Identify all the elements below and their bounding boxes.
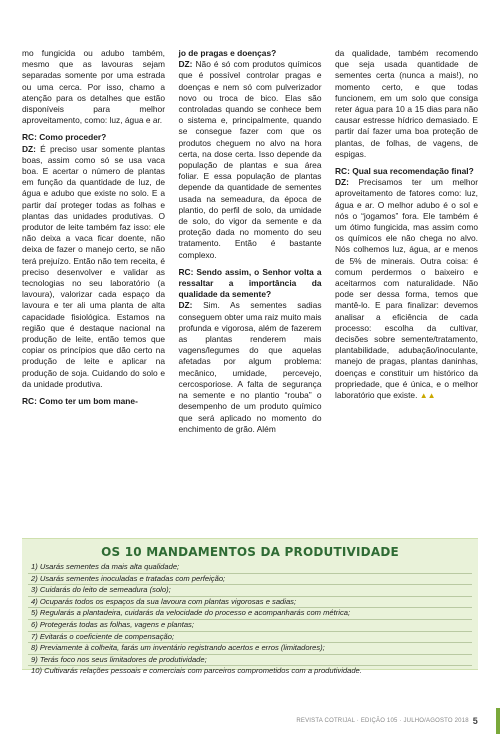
commandment-item: 7) Evitarás o coeficiente de compensação; <box>28 632 472 644</box>
column-2 <box>179 48 322 538</box>
question-heading: RC: Como ter um bom mane- <box>22 396 138 407</box>
publication-info: REVISTA COTRIJAL · EDIÇÃO 105 · JULHO/AGOSTO 2018 <box>296 718 469 724</box>
answer-text: É preciso usar somente plantas boas, assim como só se usa vaca boa. E acertar o número de plantas em função da quantidade de luz, de água e adubo que existe no solo. E a partir daí proteger todas as folhas e plantas das unidades produtivas. O produtor de leite também faz isso: ele não deixa a vaca ficar doente, não deixa de fazer o manejo certo, se não terá prejuízo. Então não tem receita, é preciso desenvolver e validar as tecnologias no seu laboratório (a lavoura), valorizar cada espaço da lavoura e ter ali uma planta de alta capacidade fisiológica. Estamos na região que é destaque nacional na produção de leite, então temos que copiar os princípios que dão certo na produção de leite e aplicar na produção de soja. Cuidando do solo e da unidade produtiva. <box>22 143 166 389</box>
commandment-item: 5) Regularás a plantadeira, cuidarás da velocidade do processo e acompanharás com métrica; <box>28 608 472 620</box>
page-corner-accent <box>496 708 500 734</box>
speaker-label: DZ: <box>22 143 36 154</box>
commandment-item: 8) Previamente à colheita, farás um inventário registrando acertos e erros (limitadores); <box>28 643 472 655</box>
answer-text: Sim. As sementes sadias conseguem obter uma raiz muito mais profunda e vigorosa, além de fazerem as plantas renderem mais vagens/legumes do que aquelas afetadas por algum problema: mecânico, umidade, percevejo, cercosporiose. A falta de segurança na semente e no plantio “rouba” o desempenho de um produto químico que será aplicado no momento do enchimento de grão. Além <box>178 300 322 434</box>
question-heading: RC: Sendo assim, o Senhor volta a ressaltar a importância da qualidade da semente? <box>178 266 322 300</box>
end-of-article-icon: ▲▲ <box>419 391 436 401</box>
paragraph: mo fungicida ou adubo também, mesmo que as lavouras sejam separadas somente por uma estrada ou uma cerca. Por isso, chamo a atenção para os detalhes que estão disponíveis para melhor aproveitamento, como: luz, água e ar. <box>22 48 165 126</box>
commandment-item: 4) Ocuparás todos os espaços da sua lavoura com plantas vigorosas e sadias; <box>28 597 472 609</box>
answer-paragraph <box>335 177 478 401</box>
question-heading: jo de pragas e doenças? <box>178 48 277 58</box>
box-title: OS 10 MANDAMENTOS DA PRODUTIVIDADE <box>101 545 399 559</box>
answer-paragraph <box>22 144 165 390</box>
paragraph: da qualidade, também recomendo que seja usada quantidade de sementes certa (nunca a mais!), no momento certo, e que todas funcionem, em um solo que consiga reter água para 10 a 15 dias para não causar estresse hídrico demasiado. E partir daí fazer uma boa proteção de plantas, de folhas, de vagens, de espigas. <box>335 48 478 159</box>
question-heading: RC: Como proceder? <box>22 132 107 143</box>
article-columns <box>22 48 478 538</box>
commandment-item: 2) Usarás sementes inoculadas e tratadas com perfeição; <box>28 574 472 586</box>
commandments-box <box>22 538 478 676</box>
question-heading: RC: Qual sua recomendação final? <box>335 166 474 177</box>
speaker-label: DZ: <box>335 177 349 188</box>
commandment-item: 9) Terás foco nos seus limitadores de produtividade; <box>28 655 472 667</box>
page-number: 5 <box>472 716 478 726</box>
answer-paragraph <box>179 300 322 434</box>
speaker-label: DZ: <box>178 300 193 311</box>
page-footer <box>296 716 478 726</box>
answer-text: Precisamos ter um melhor aproveitamento de fatores como: luz, água e ar. O melhor adubo é o sol e nós o “jogamos” fora. Ele também é um ótimo fungicida, mas assim como os químicos ele não chega no alvo. Nós colhemos luz, água, ar e menos de 5% de minerais. Outra coisa: é comum perdermos o baixeiro e aceitarmos com naturalidade. Não pode ser dessa forma, temos que mantê-lo. E para finalizar: devemos analisar a eficiência de cada processo: escolha da cultivar, decisões sobre semente/tratamento, plantabilidade, adubação/inoculante, manejo de pragas, plantas daninhas, doenças e constituir um histórico da propriedade, que é única, e o melhor laboratório que existe. <box>335 177 478 401</box>
answer-paragraph <box>179 59 322 261</box>
commandment-item: 1) Usarás sementes da mais alta qualidade; <box>28 562 472 574</box>
column-1 <box>22 48 165 538</box>
commandment-item: 10) Cultivarás relações pessoais e comerciais com parceiros comprometidos com a produtividade. <box>31 666 362 676</box>
commandment-item: 6) Protegerás todas as folhas, vagens e plantas; <box>28 620 472 632</box>
answer-text: Não é só com produtos químicos que é possível controlar pragas e doenças e nem só com pulverizador novo ou troca de bico. Elas são controladas quando se conhece bem o sistema e, principalmente, quando se consegue fazer com que os produtos cheguem no alvo na hora certa, na dose certa. Isso depende da população de plantas e sua área foliar. E essa população de plantas depende da quantidade de sementes usada na semeadura, da época de plantio, do perfil de solo, da umidade de solo, do vigor da semente e da proteção dada no momento do seu tratamento. Então é bastante complexo. <box>178 59 322 260</box>
commandments-list <box>22 562 478 677</box>
column-3 <box>335 48 478 538</box>
commandment-item: 3) Cuidarás do leito de semeadura (solo); <box>28 585 472 597</box>
speaker-label: DZ: <box>178 59 193 70</box>
